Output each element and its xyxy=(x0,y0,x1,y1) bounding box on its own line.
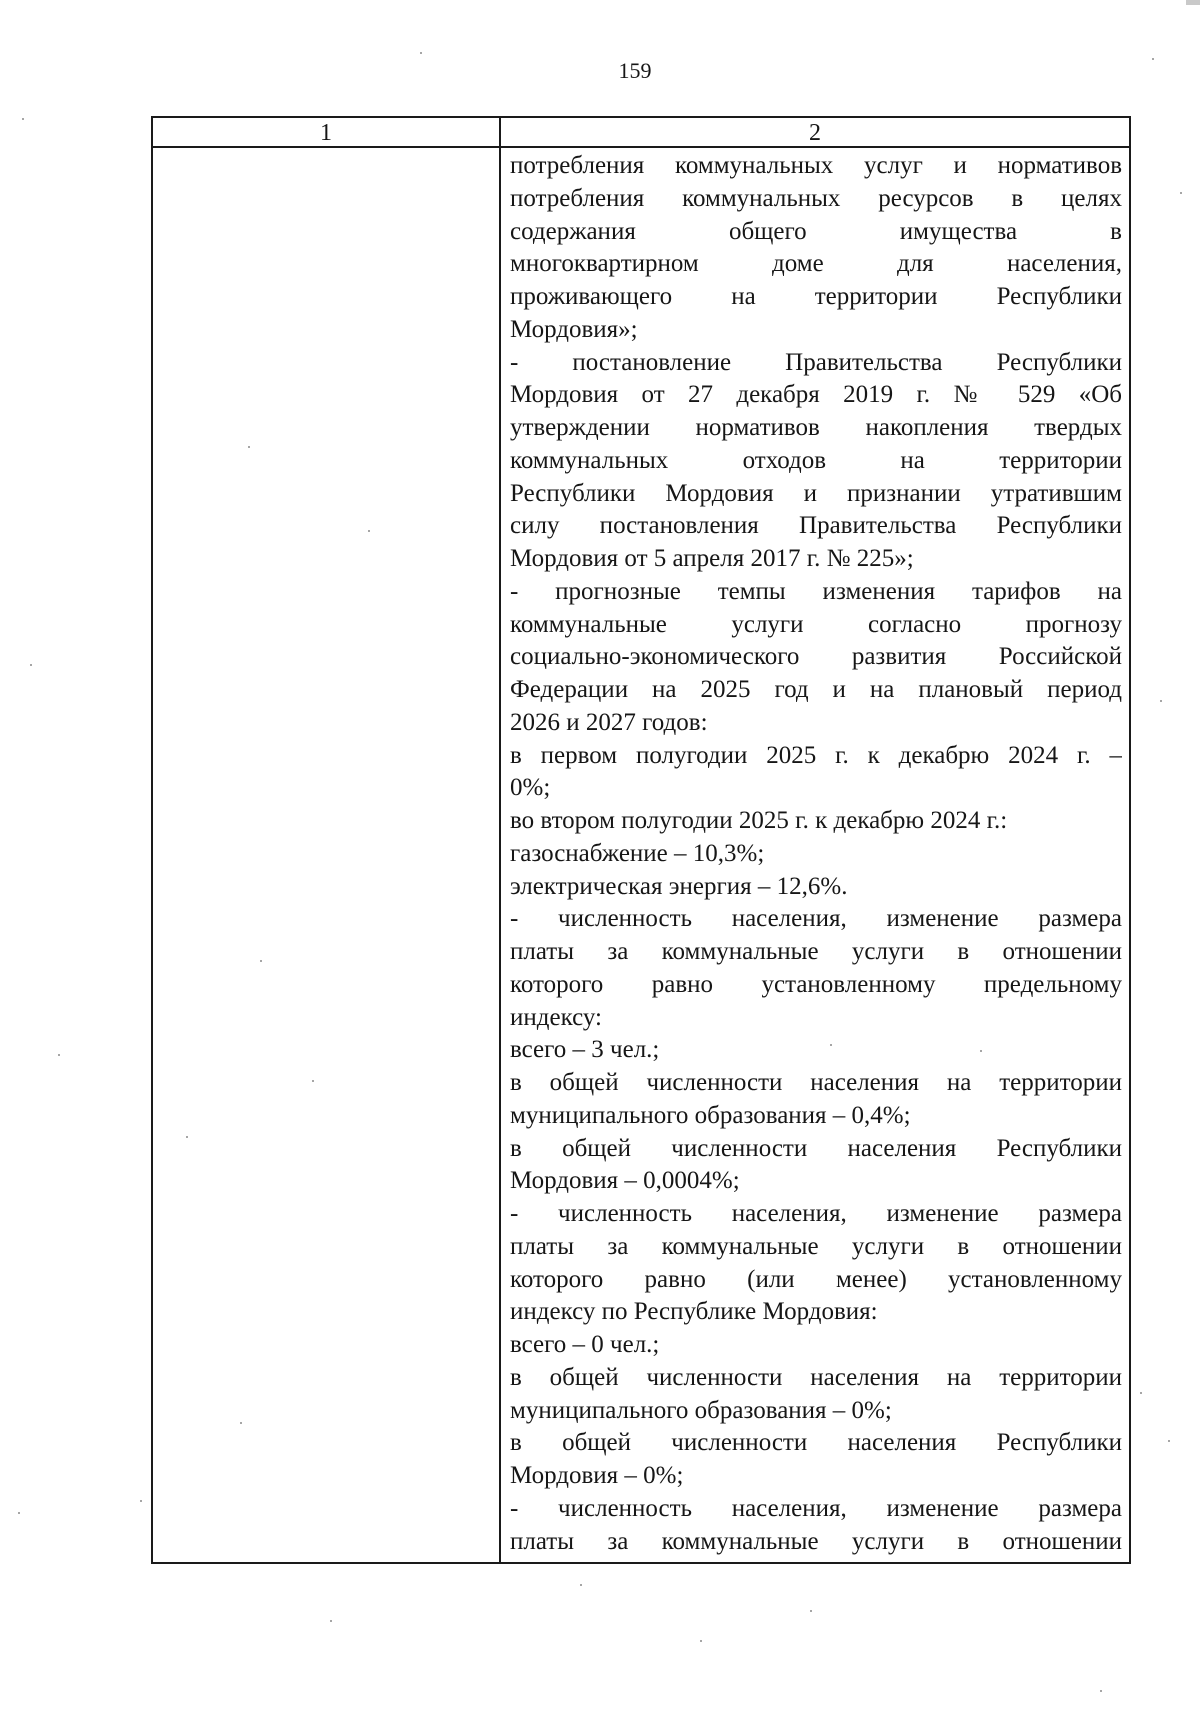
text-line: всего – 3 чел.; xyxy=(510,1036,660,1064)
scan-edge-mark xyxy=(1186,0,1200,5)
text-line: электрическая энергия – 12,6%. xyxy=(510,872,848,900)
column-2-text xyxy=(510,150,1122,1558)
scan-speck xyxy=(1168,1440,1170,1442)
text-line: потребления коммунальных услуг и нормативов xyxy=(510,152,1122,179)
scan-speck xyxy=(260,960,262,962)
text-line: в первом полугодии 2025 г. к декабрю 2024 г. – xyxy=(510,741,1122,769)
text-line: муниципального образования – 0,4%; xyxy=(510,1101,911,1129)
scan-speck xyxy=(1152,58,1154,60)
text-line: которого равно установленному предельному xyxy=(510,970,1122,998)
table-header-row xyxy=(153,118,1129,148)
text-line: социально-экономического развития Российской xyxy=(510,643,1122,671)
text-line: во втором полугодии 2025 г. к декабрю 2024 г.: xyxy=(510,807,1008,834)
text-line: Мордовия – 0%; xyxy=(510,1462,684,1489)
scan-speck xyxy=(312,1080,314,1082)
scan-speck xyxy=(830,1044,832,1046)
text-line: муниципального образования – 0%; xyxy=(510,1396,892,1424)
text-line: Республики Мордовия и признании утратившим xyxy=(510,479,1122,507)
text-line: - численность населения, изменение размера xyxy=(510,905,1122,933)
scan-speck xyxy=(1160,700,1162,702)
scan-speck xyxy=(700,1640,702,1642)
scan-speck xyxy=(58,1054,60,1056)
text-line: индексу по Республике Мордовия: xyxy=(510,1298,878,1326)
scan-speck xyxy=(240,1422,242,1424)
text-line: 0%; xyxy=(510,774,551,802)
text-line: платы за коммунальные услуги в отношении xyxy=(510,938,1122,965)
text-line: содержания общего имущества в xyxy=(510,217,1122,245)
document-table xyxy=(151,116,1131,1564)
scan-speck xyxy=(140,1500,142,1502)
text-line: в общей численности населения на территории xyxy=(510,1069,1122,1096)
scan-speck xyxy=(248,446,250,448)
text-line: проживающего на территории Республики xyxy=(510,283,1122,310)
text-line: платы за коммунальные услуги в отношении xyxy=(510,1232,1122,1260)
text-line: утверждении нормативов накопления твердых xyxy=(510,414,1122,441)
scan-speck xyxy=(1180,192,1182,194)
column-header-1: 1 xyxy=(320,120,332,146)
scan-speck xyxy=(18,1512,20,1514)
text-line: Мордовия»; xyxy=(510,315,638,343)
text-line: в общей численности населения Республики xyxy=(510,1429,1122,1457)
text-line: потребления коммунальных ресурсов в целях xyxy=(510,184,1122,212)
text-line: - численность населения, изменение размера xyxy=(510,1200,1122,1227)
text-line: которого равно (или менее) установленному xyxy=(510,1265,1122,1293)
text-line: - численность населения, изменение размера xyxy=(510,1494,1122,1522)
text-line: Федерации на 2025 год и на плановый период xyxy=(510,676,1122,703)
scan-speck xyxy=(186,1136,188,1138)
text-line: 2026 и 2027 годов: xyxy=(510,708,708,736)
text-line: - прогнозные темпы изменения тарифов на xyxy=(510,577,1122,605)
text-line: коммунальных отходов на территории xyxy=(510,446,1122,474)
text-line: Мордовия от 5 апреля 2017 г. № 225»; xyxy=(510,545,914,572)
column-divider xyxy=(499,118,501,1562)
column-header-2: 2 xyxy=(809,120,821,146)
text-line: платы за коммунальные услуги в отношении xyxy=(510,1527,1122,1555)
text-line: газоснабжение – 10,3%; xyxy=(510,839,765,867)
page-number: 159 xyxy=(618,58,652,83)
text-line: индексу: xyxy=(510,1003,602,1031)
scan-speck xyxy=(1140,1392,1142,1394)
scan-speck xyxy=(330,1620,332,1622)
text-line: Мордовия – 0,0004%; xyxy=(510,1167,740,1195)
scan-speck xyxy=(1100,1690,1102,1692)
text-line: многоквартирном доме для населения, xyxy=(510,250,1122,278)
text-line: в общей численности населения Республики xyxy=(510,1134,1122,1162)
text-line: коммунальные услуги согласно прогнозу xyxy=(510,610,1122,638)
scan-speck xyxy=(580,1584,582,1586)
text-line: силу постановления Правительства Республики xyxy=(510,512,1122,540)
text-line: в общей численности населения на территории xyxy=(510,1363,1122,1391)
text-line: всего – 0 чел.; xyxy=(510,1331,660,1358)
scan-speck xyxy=(368,530,370,532)
scan-speck xyxy=(30,664,32,666)
scan-speck xyxy=(420,52,422,54)
scan-speck xyxy=(810,1610,812,1612)
text-line: Мордовия от 27 декабря 2019 г. № 529 «Об xyxy=(510,381,1122,409)
scan-speck xyxy=(980,1050,982,1052)
text-line: - постановление Правительства Республики xyxy=(510,348,1122,376)
scan-speck xyxy=(22,118,24,120)
